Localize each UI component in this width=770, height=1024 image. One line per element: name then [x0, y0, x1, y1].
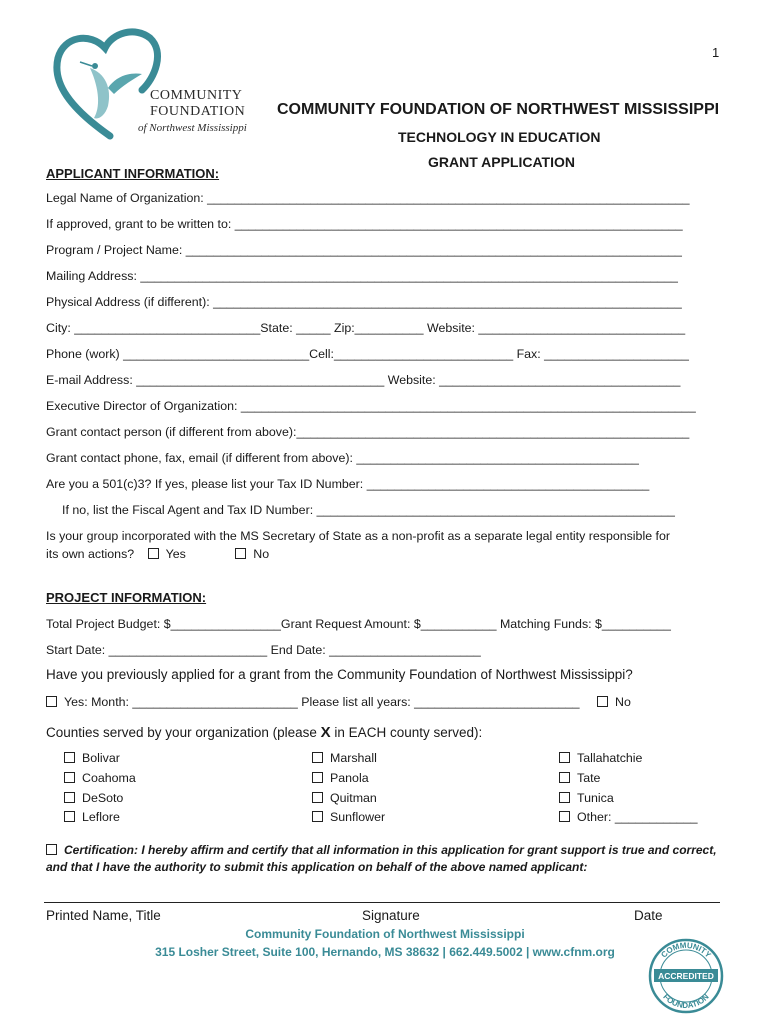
- county-checkbox[interactable]: [64, 792, 75, 803]
- page-number: 1: [712, 45, 720, 60]
- counties-question: [46, 724, 482, 741]
- county-checkbox[interactable]: [559, 752, 570, 763]
- county-label: Panola: [330, 771, 369, 785]
- seal-middle-text: ACCREDITED: [658, 971, 714, 981]
- field-grant-payee[interactable]: If approved, grant to be written to: _________________________________________________________________: [46, 217, 683, 231]
- field-city-state-zip-website[interactable]: City: ___________________________State: _____ Zip:__________ Website: ______________________________: [46, 321, 686, 335]
- county-checkbox[interactable]: [559, 792, 570, 803]
- county-bolivar[interactable]: [64, 751, 120, 765]
- incorporated-no-checkbox[interactable]: [235, 548, 246, 559]
- field-email-website[interactable]: E-mail Address: ____________________________________ Website: ___________________________________: [46, 373, 681, 387]
- county-label: Other: ____________: [577, 810, 698, 824]
- county-tunica[interactable]: [559, 791, 614, 805]
- field-fiscal-agent[interactable]: If no, list the Fiscal Agent and Tax ID Number: ____________________________________________________: [62, 503, 675, 517]
- logo-text-foundation: FOUNDATION: [150, 104, 246, 119]
- county-other[interactable]: [559, 810, 698, 824]
- field-budget-amounts[interactable]: Total Project Budget: $________________Grant Request Amount: $___________ Matching Funds: $__________: [46, 617, 671, 631]
- county-quitman[interactable]: [312, 791, 377, 805]
- county-label: Tunica: [577, 791, 614, 805]
- county-marshall[interactable]: [312, 751, 377, 765]
- field-executive-director[interactable]: Executive Director of Organization: __________________________________________________________________: [46, 399, 696, 413]
- county-sunflower[interactable]: [312, 810, 385, 824]
- county-label: Quitman: [330, 791, 377, 805]
- form-subtitle-application: GRANT APPLICATION: [428, 154, 575, 170]
- logo-text-community: COMMUNITY: [150, 88, 243, 103]
- previous-yes-checkbox[interactable]: [46, 696, 57, 707]
- county-label: Coahoma: [82, 771, 136, 785]
- incorporated-question-cont: [46, 547, 269, 561]
- accredited-seal: [648, 938, 724, 1014]
- county-checkbox[interactable]: [312, 792, 323, 803]
- signature-label: Signature: [362, 908, 420, 923]
- county-panola[interactable]: [312, 771, 369, 785]
- field-grant-contact-info[interactable]: Grant contact phone, fax, email (if different from above): _________________________________________: [46, 451, 639, 465]
- county-label: Leflore: [82, 810, 120, 824]
- previous-grant-answer: [46, 695, 631, 709]
- incorporated-yes-label: Yes: [165, 547, 186, 561]
- certification-label: Certification:: [64, 843, 139, 857]
- counties-question-prefix: Counties served by your organization (please: [46, 725, 321, 740]
- previous-no-label: No: [615, 695, 631, 709]
- field-phone-cell-fax[interactable]: Phone (work) ___________________________Cell:__________________________ Fax: _____________________: [46, 347, 689, 361]
- certification-statement: [46, 842, 726, 876]
- county-checkbox[interactable]: [64, 752, 75, 763]
- county-label: Bolivar: [82, 751, 120, 765]
- incorporated-question-tail: its own actions?: [46, 547, 135, 561]
- previous-grant-question: Have you previously applied for a grant from the Community Foundation of Northwest Mississippi?: [46, 667, 633, 682]
- previous-yes-field[interactable]: Yes: Month: ________________________ Please list all years: ________________________: [64, 695, 580, 709]
- footer-contact: 315 Losher Street, Suite 100, Hernando, MS 38632 | 662.449.5002 | www.cfnm.org: [155, 945, 615, 959]
- county-checkbox[interactable]: [559, 772, 570, 783]
- county-checkbox[interactable]: [559, 811, 570, 822]
- county-desoto[interactable]: [64, 791, 123, 805]
- incorporated-question: Is your group incorporated with the MS Secretary of State as a non-profit as a separate legal entity responsible for: [46, 529, 670, 543]
- field-grant-contact-person[interactable]: Grant contact person (if different from above):_________________________________________________________: [46, 425, 690, 439]
- county-label: DeSoto: [82, 791, 124, 805]
- seal-bottom-text: FOUNDATION: [661, 992, 711, 1011]
- county-checkbox[interactable]: [312, 752, 323, 763]
- incorporated-no-label: No: [253, 547, 270, 561]
- seal-top-text: COMMUNITY: [659, 940, 713, 960]
- county-checkbox[interactable]: [64, 772, 75, 783]
- certification-checkbox[interactable]: [46, 844, 57, 855]
- county-tate[interactable]: [559, 771, 600, 785]
- field-program-name[interactable]: Program / Project Name: ________________________________________________________________________: [46, 243, 682, 257]
- county-label: Tate: [577, 771, 601, 785]
- project-info-heading: PROJECT INFORMATION:: [46, 590, 207, 605]
- field-mailing-address[interactable]: Mailing Address: ______________________________________________________________________________: [46, 269, 678, 283]
- county-label: Tallahatchie: [577, 751, 643, 765]
- printed-name-label: Printed Name, Title: [46, 908, 161, 923]
- county-checkbox[interactable]: [64, 811, 75, 822]
- previous-no-checkbox[interactable]: [597, 696, 608, 707]
- logo-text-region: of Northwest Mississippi: [138, 122, 247, 134]
- footer-org-name: Community Foundation of Northwest Mississippi: [245, 927, 525, 941]
- county-checkbox[interactable]: [312, 772, 323, 783]
- county-tallahatchie[interactable]: [559, 751, 642, 765]
- form-title: COMMUNITY FOUNDATION OF NORTHWEST MISSISSIPPI: [277, 101, 720, 118]
- incorporated-yes-checkbox[interactable]: [148, 548, 159, 559]
- county-label: Marshall: [330, 751, 377, 765]
- county-checkbox[interactable]: [312, 811, 323, 822]
- county-coahoma[interactable]: [64, 771, 136, 785]
- county-leflore[interactable]: [64, 810, 120, 824]
- field-physical-address[interactable]: Physical Address (if different): ____________________________________________________________________: [46, 295, 682, 309]
- signature-line[interactable]: [44, 902, 720, 903]
- field-tax-id[interactable]: Are you a 501(c)3? If yes, please list your Tax ID Number: _________________________________________: [46, 477, 650, 491]
- certification-text: I hereby affirm and certify that all information in this application for grant support is true and correct, and that I have the authority to submit this application on behalf of the above named applicant:: [46, 843, 717, 874]
- applicant-info-heading: APPLICANT INFORMATION:: [46, 166, 220, 181]
- form-subtitle-program: TECHNOLOGY IN EDUCATION: [398, 129, 601, 145]
- counties-question-x: X: [320, 724, 331, 741]
- date-label: Date: [634, 908, 663, 923]
- field-legal-name[interactable]: Legal Name of Organization: ______________________________________________________________________: [46, 191, 690, 205]
- county-label: Sunflower: [330, 810, 386, 824]
- field-start-end-dates[interactable]: Start Date: _______________________ End Date: ______________________: [46, 643, 481, 657]
- counties-question-suffix: in EACH county served):: [330, 725, 483, 740]
